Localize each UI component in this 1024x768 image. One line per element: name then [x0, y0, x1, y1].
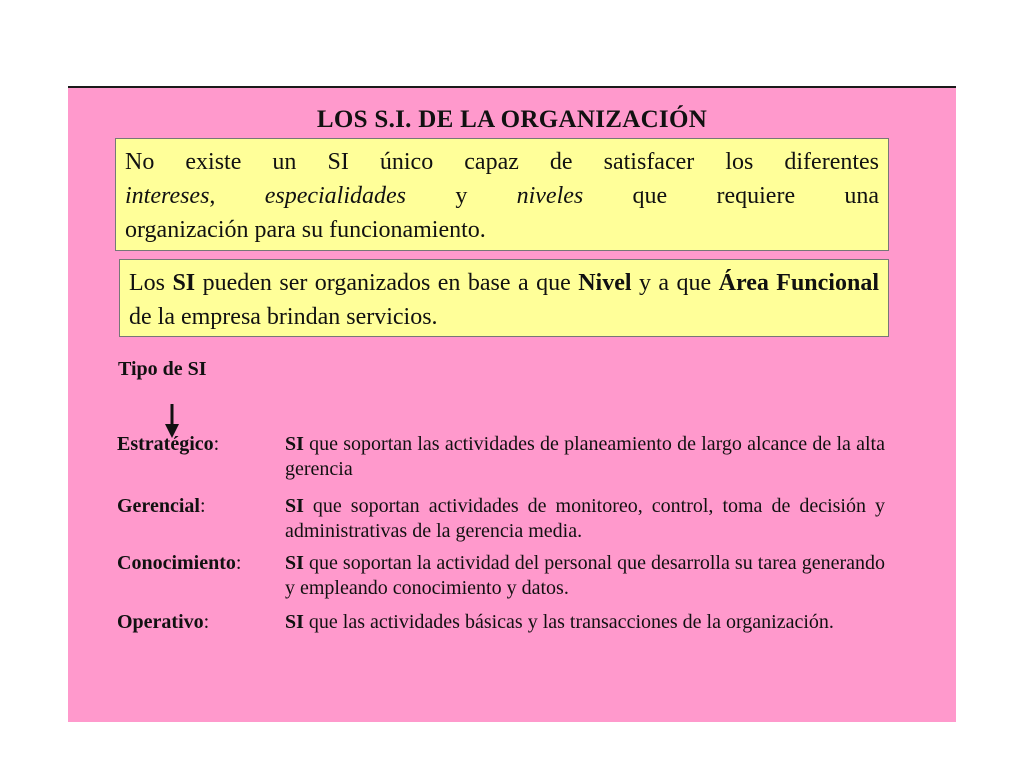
org-bold-si: SI: [172, 270, 196, 296]
word-y: y: [455, 183, 468, 209]
tipo-de-si-label: Tipo de SI: [118, 358, 207, 380]
intro-line-1: No existe un SI único capaz de satisfacer los diferentes: [125, 149, 879, 175]
word-especialidades: especialidades: [264, 183, 407, 209]
intro-line-3: organización para su funcionamiento.: [125, 217, 486, 243]
intro-box: [115, 138, 889, 251]
org-text-1: Los: [129, 270, 173, 296]
type-term: Estratégico:: [117, 433, 220, 455]
type-term: Gerencial:: [117, 495, 206, 517]
slide: [68, 86, 956, 722]
type-term: Conocimiento:: [117, 552, 242, 574]
type-description: SI que las actividades básicas y las transacciones de la organización.: [285, 611, 834, 633]
org-text-4: de la empresa brindan servicios.: [129, 304, 438, 330]
type-description: SI que soportan las actividades de planeamiento de largo alcance de la alta gerencia: [285, 433, 885, 480]
org-bold-area-funcional: Área Funcional: [718, 270, 879, 296]
intro-line-2: intereses, especialidades y niveles que requiere una: [125, 183, 880, 209]
org-text-2: pueden ser organizados en base a que: [195, 270, 579, 296]
organization-box: [119, 259, 889, 337]
type-description: SI que soportan actividades de monitoreo, control, toma de decisión y administrativas de la gerencia media.: [285, 495, 885, 542]
slide-title: LOS S.I. DE LA ORGANIZACIÓN: [316, 106, 708, 133]
org-bold-nivel: Nivel: [578, 270, 632, 296]
intro-line-2-rest: que requiere una: [632, 183, 880, 209]
word-intereses: intereses: [125, 183, 210, 209]
type-description: SI que soportan la actividad del personal que desarrolla su tarea generando y empleando conocimiento y datos.: [285, 552, 885, 599]
org-text-3: y a que: [631, 270, 719, 296]
word-niveles: niveles: [516, 183, 584, 209]
organization-text: [129, 266, 879, 334]
type-term: Operativo:: [117, 611, 210, 633]
